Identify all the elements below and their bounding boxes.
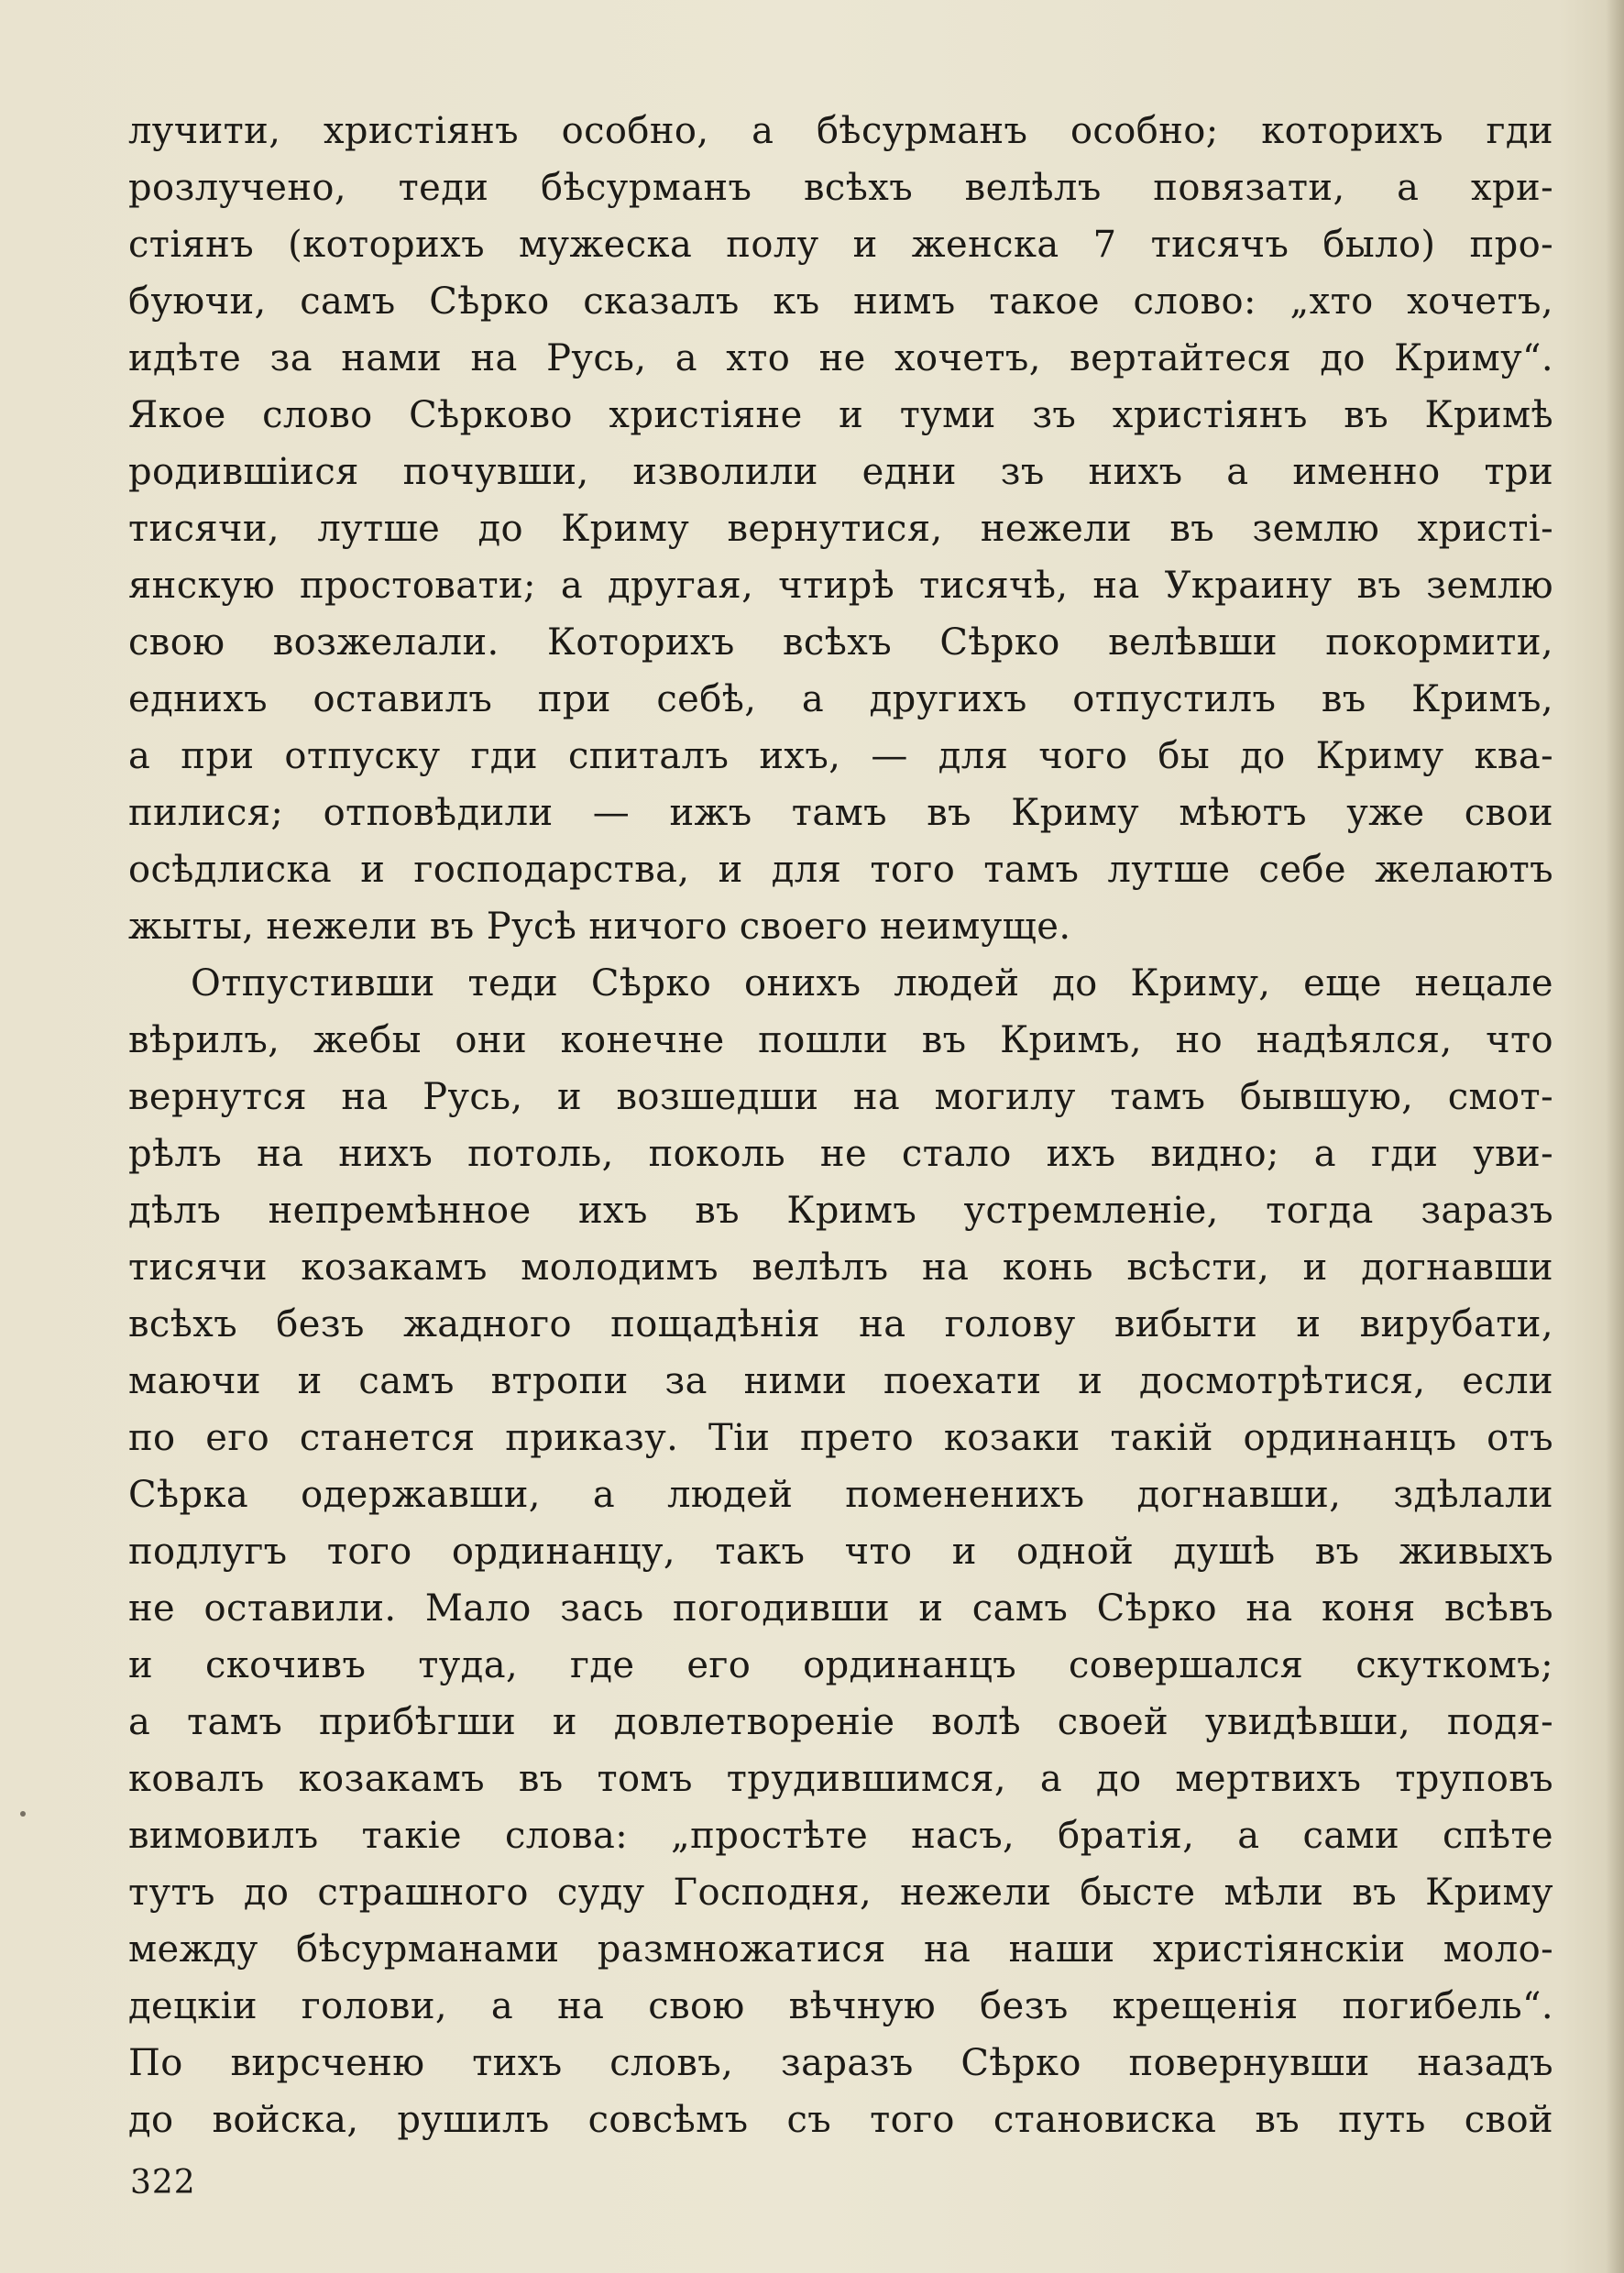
text-line: до войска, рушилъ совсѣмъ съ того становиска въ путь свой (128, 2099, 1553, 2141)
text-line: еднихъ оставилъ при себѣ, а другихъ отпустилъ въ Кримъ, (128, 678, 1553, 720)
text-line: родившіися почувши, изволили едни зъ нихъ а именно три (128, 451, 1553, 493)
text-line: маючи и самъ втропи за ними поехати и досмотрѣтися, если (128, 1360, 1553, 1402)
text-line: вѣрилъ, жебы они конечне пошли въ Кримъ, но надѣялся, что (128, 1019, 1553, 1061)
text-line: по его станется приказу. Тіи прето козаки такій ординанцъ отъ (128, 1417, 1553, 1459)
page-edge-shadow (1606, 0, 1624, 2273)
paragraph-2 (128, 955, 1553, 2148)
text-line: свою возжелали. Которихъ всѣхъ Сѣрко велѣвши покормити, (128, 621, 1553, 664)
text-line: и скочивъ туда, где его ординанцъ совершался скуткомъ; (128, 1644, 1553, 1686)
text-line: жыты, нежели въ Русѣ ничого своего неимуще. (128, 906, 1071, 948)
body-text (128, 103, 1553, 2148)
text-line: тутъ до страшного суду Господня, нежели быстe мѣли въ Криму (128, 1872, 1553, 1914)
text-line: лучити, христіянъ особно, а бѣсурманъ особно; которихъ гди (128, 110, 1553, 152)
page-number: 322 (130, 2164, 196, 2202)
text-line: тисячи козакамъ молодимъ велѣлъ на конь всѣсти, и догнавши (128, 1246, 1553, 1289)
print-speck (20, 1811, 26, 1817)
text-line: Якое слово Сѣрково христіяне и туми зъ христіянъ въ Кримѣ (128, 394, 1553, 436)
text-line: розлучено, теди бѣсурманъ всѣхъ велѣлъ повязати, а хри- (128, 167, 1553, 209)
text-line: стіянъ (которихъ мужеска полу и женска 7 тисячъ было) про- (128, 224, 1553, 266)
text-line: а тамъ прибѣгши и довлетвореніе волѣ своей увидѣвши, подя- (128, 1701, 1553, 1743)
text-line: вимовилъ такіе слова: „простѣте насъ, братія, а сами спѣте (128, 1815, 1553, 1857)
text-line: идѣте за нами на Русь, а хто не хочетъ, вертайтеся до Криму“. (128, 337, 1553, 379)
text-line: ковалъ козакамъ въ томъ трудившимся, а до мертвихъ труповъ (128, 1758, 1553, 1800)
text-line: децкіи голови, а на свою вѣчную безъ крещенія погибель“. (128, 1985, 1553, 2027)
text-line: подлугъ того ординанцу, такъ что и одной душѣ въ живыхъ (128, 1531, 1553, 1573)
text-line: осѣдлиска и господарства, и для того тамъ лутше себе желаютъ (128, 849, 1553, 891)
text-line: всѣхъ безъ жадного пощадѣнія на голову вибыти и вирубати, (128, 1303, 1553, 1345)
text-line: между бѣсурманами размножатися на наши христіянскіи моло- (128, 1928, 1553, 1971)
text-line: не оставили. Мало зась погодивши и самъ Сѣрко на коня всѣвъ (128, 1587, 1553, 1630)
text-line: вернутся на Русь, и возшедши на могилу тамъ бывшую, смот- (128, 1076, 1553, 1118)
text-line: пилися; отповѣдили — ижъ тамъ въ Криму мѣютъ уже свои (128, 792, 1553, 834)
text-line: тисячи, лутше до Криму вернутися, нежели въ землю христі- (128, 508, 1553, 550)
text-line: По вирсченю тихъ словъ, заразъ Сѣрко повернувши назадъ (128, 2042, 1553, 2084)
text-line: рѣлъ на нихъ потоль, поколь не стало ихъ видно; а гди уви- (128, 1133, 1553, 1175)
text-line: Отпустивши теди Сѣрко онихъ людей до Криму, еще нецале (191, 962, 1553, 1005)
text-line: Сѣрка одержавши, а людей помененихъ догнавши, здѣлали (128, 1474, 1553, 1516)
paragraph-1 (128, 103, 1553, 955)
text-line: буючи, самъ Сѣрко сказалъ къ нимъ такое слово: „хто хочетъ, (128, 280, 1553, 323)
text-line: дѣлъ непремѣнное ихъ въ Кримъ устремленіе, тогда заразъ (128, 1190, 1553, 1232)
text-line: а при отпуску гди спиталъ ихъ, — для чого бы до Криму ква- (128, 735, 1553, 777)
text-line: янскую простовати; а другая, чтирѣ тисячѣ, на Украину въ землю (128, 565, 1553, 607)
